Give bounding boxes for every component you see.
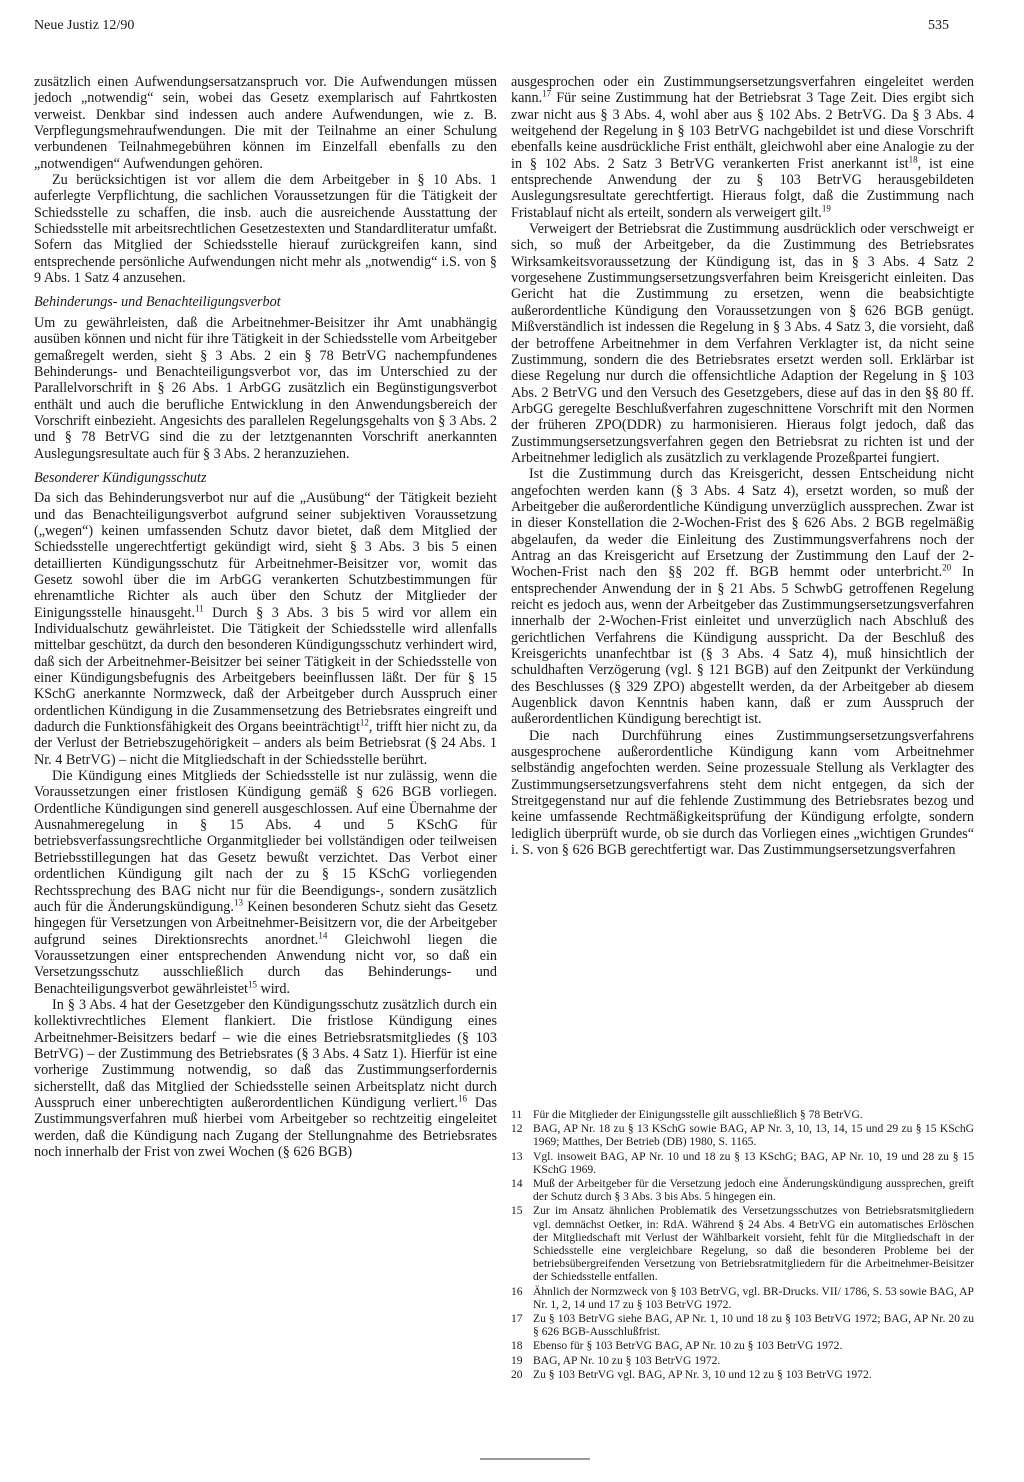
text-run: Das Zustimmungsverfahren muß hierbei vom Arbeitgeber so rechtzeitig eingeleitet werden, daß die Kündigung nach Zugang der Stellungnahme des Betriebsrates noch innerhalb der Frist von zwei Wochen (§ 626 BGB)	[34, 1094, 497, 1160]
text-run: , ist eine entsprechende Anwendung der zu § 103 BetrVG herausgebildeten Auslegungsresultate gerechtfertigt. Hieraus folgt, daß die Zustimmung nach Fristablauf nicht als erteilt, sondern als verweigert gilt.	[511, 155, 974, 221]
footnote-ref: 14	[318, 929, 328, 940]
footnote	[511, 1108, 974, 1121]
right-column	[511, 74, 974, 859]
text-run: , trifft hier nicht zu, da der Verlust der Betriebszugehörigkeit – anders als beim Betriebsrat (§ 24 Abs. 1 Nr. 4 BetrVG) – nicht die Mitgliedschaft in der Schiedsstelle berührt.	[34, 719, 498, 768]
footnote-number: 14	[511, 1177, 523, 1191]
left-column	[34, 74, 497, 1160]
footnote-number: 18	[511, 1339, 523, 1353]
paragraph: Um zu gewährleisten, daß die Arbeitnehmer-Beisitzer ihr Amt unabhängig ausüben können und nicht für ihre Tätigkeit in der Schiedsstelle vom Arbeitgeber gemaßregelt werden, sieht § 3 Abs. 2 ein § 78 BetrVG nachempfundenes Behinderungs- und Benachteiligungsverbot vor, das im Unterschied zu der Parallelvorschrift in § 26 Abs. 1 ArbGG zusätzlich ein Begünstigungsverbot enthält und auch die berufliche Entwicklung in den Anwendungsbereich der Vorschrift einbezieht. Angesichts des parallelen Regelungsgehalts von § 3 Abs. 2 und § 78 BetrVG sind die zu der letztgenannten Vorschrift anerkannten Auslegungsresultate auch für § 3 Abs. 2 heranzuziehen.	[34, 314, 497, 462]
footnote-text: Ähnlich der Normzweck von § 103 BetrVG, vgl. BR-Drucks. VII/ 1786, S. 53 sowie BAG, AP Nr. 1, 2, 14 und 17 zu § 103 BetrVG 1972.	[533, 1284, 974, 1311]
footnote-number: 17	[511, 1312, 523, 1326]
footnote	[511, 1204, 974, 1283]
section-heading: Behinderungs- und Benachteiligungsverbot	[34, 294, 281, 311]
footnote-text: Zu § 103 BetrVG vgl. BAG, AP Nr. 3, 10 und 12 zu § 103 BetrVG 1972.	[533, 1367, 872, 1381]
footnote-text: Zu § 103 BetrVG siehe BAG, AP Nr. 1, 10 und 18 zu § 103 BetrVG 1972; BAG, AP Nr. 20 zu § 626 BGB-Ausschlußfrist.	[533, 1312, 974, 1339]
text-run: Für seine Zustimmung hat der Betriebsrat 3 Tage Zeit. Dies ergibt sich zwar nicht aus § 3 Abs. 4, wohl aber aus § 102 Abs. 2 BetrVG. Da § 3 Abs. 4 weitgehend der Regelung in § 103 BetrVG nachgebildet ist und diese Vorschrift ebenfalls keine ausdrückliche Frist enthält, gleichwohl aber eine Analogie zu der in § 102 Abs. 2 Satz 3 BetrVG verankerten Frist anerkannt ist	[511, 90, 974, 172]
footnote-ref: 13	[233, 897, 243, 908]
text-run: Ist die Zustimmung durch das Kreisgericht, dessen Entscheidung nicht angefochten werden kann (§ 3 Abs. 4 Satz 4), ersetzt worden, so muß der Arbeitgeber die außerordentliche Kündigung unverzüglich aussprechen. Zwar ist in dieser Konstellation die 2-Wochen-Frist des § 626 Abs. 2 BGB regelmäßig abgelaufen, da weder die Einleitung des Zustimmungsverfahrens noch der Antrag an das Kreisgericht auf Ersetzung der Zustimmung den Lauf der 2-Wochen-Frist nach den §§ 202 ff. BGB hemmt oder unterbricht.	[511, 466, 974, 581]
footnote-text: Muß der Arbeitgeber für die Versetzung jedoch eine Änderungskündigung aussprechen, greift der Schutz durch § 3 Abs. 3 bis Abs. 5 hingegen ein.	[533, 1177, 974, 1204]
footnote-ref: 11	[195, 602, 204, 613]
footnotes	[511, 1108, 974, 1382]
footnote-text: BAG, AP Nr. 18 zu § 13 KSchG sowie BAG, AP Nr. 3, 10, 13, 14, 15 und 29 zu § 15 KSchG 1969; Matthes, Der Betrieb (DB) 1980, S. 1165.	[533, 1122, 974, 1149]
footnote-ref: 16	[457, 1093, 467, 1104]
text-run: Gleichwohl liegen die Voraussetzungen einer entsprechenden Anwendung nicht vor, so daß ein Versetzungsschutz ausschließlich durch das Behinderungs- und Benachteiligungsverbot gewährleistet	[34, 931, 497, 997]
text-run: Keinen besonderen Schutz sieht das Gesetz hingegen für Versetzungen von Arbeitnehmer-Beisitzern vor, die der Arbeitgeber aufgrund seines Direktionsrechts anordnet.	[34, 898, 497, 948]
text-run: In § 3 Abs. 4 hat der Gesetzgeber den Kündigungsschutz zusätzlich durch ein kollektivrechtliches Element flankiert. Die fristlose Kündigung eines Arbeitnehmer-Beisitzers bedarf – wie die eines Betriebsratsmitgliedes (§ 103 BetrVG) – der Zustimmung des Betriebsrates (§ 3 Abs. 4 Satz 1). Hierfür ist eine vorherige Zustimmung notwendig, so daß das Zustimmungserfordernis sicherstellt, daß das Mitglied der Schiedsstelle seinen Arbeitsplatz nicht durch Ausspruch einer unberechtigten außerordentlichen Kündigung verliert.	[34, 996, 497, 1111]
footnote-number: 13	[511, 1149, 523, 1163]
text-run: ausgesprochen oder ein Zustimmungsersetzungsverfahren eingeleitet werden kann.	[511, 74, 974, 107]
footnote-ref: 12	[359, 717, 369, 728]
print-mark	[480, 1458, 590, 1460]
footnote	[511, 1339, 974, 1352]
footnote-text: Vgl. insoweit BAG, AP Nr. 10 und 18 zu § 13 KSchG; BAG, AP Nr. 10, 19 und 28 zu § 15 KSchG 1969.	[533, 1149, 974, 1176]
footnote-ref: 19	[821, 203, 831, 214]
footnote-number: 15	[511, 1204, 523, 1218]
paragraph	[34, 490, 497, 768]
footnote-ref: 20	[942, 562, 952, 573]
footnote-number: 19	[511, 1353, 523, 1367]
footnote	[511, 1312, 974, 1338]
footnote-ref: 15	[247, 978, 257, 989]
paragraph: Zu berücksichtigen ist vor allem die dem Arbeitgeber in § 10 Abs. 1 auferlegte Verpflichtung, die sachlichen Voraussetzungen für die Tätigkeit der Schiedsstelle zu schaffen, die insb. auch die ausreichende Ausstattung der Schiedsstelle mit arbeitsrechtlichen Gesetzestexten und Standardliteratur umfaßt. Sofern das Mitglied der Schiedsstelle hierauf zurückgreifen kann, sind entsprechende persönliche Aufwendungen nicht mehr als „notwendig“ i.S. von § 9 Abs. 1 Satz 4 anzusehen.	[34, 172, 497, 287]
footnote-number: 16	[511, 1284, 523, 1298]
footnote-number: 12	[511, 1122, 523, 1136]
footnote	[511, 1177, 974, 1203]
paragraph: Die nach Durchführung eines Zustimmungsersetzungsverfahrens ausgesprochene außerordentliche Kündigung kann vom Arbeitnehmer selbständig angefochten werden. Seine prozessuale Stellung als Verklagter des Zustimmungsersetzungsverfahrens steht dem nicht entgegen, da sich der Streitgegenstand nur auf die fehlende Zustimmung des Betriebsrates bezog und keine umfassende Rechtmäßigkeitsprüfung der Kündigung erfolgte, sondern lediglich überprüft wurde, ob sie durch das Vorliegen eines „wichtigen Grundes“ i. S. von § 626 BGB gerechtfertigt war. Das Zustimmungsersetzungsverfahren	[511, 727, 974, 859]
footnote-text: Für die Mitglieder der Einigungsstelle gilt ausschließlich § 78 BetrVG.	[533, 1108, 863, 1121]
page-number: 535	[928, 18, 949, 33]
paragraph	[34, 997, 497, 1160]
footnote-text: Zur im Ansatz ähnlichen Problematik des Versetzungsschutzes von Betriebsratsmitgliedern vgl. demnächst Oetker, in: RdA. Während § 24 Abs. 4 BetrVG ein automatisches Erlöschen der Mitgliedschaft mit Verlust der Wählbarkeit vorsieht, fehlt für die Mitgliedschaft in der Schiedsstelle eine vergleichbare Regelung, so daß die besonderen Probleme bei der betriebsübergreifenden Versetzung von Betriebsratmitgliedern für die Arbeitnehmer-Beisitzer der Schiedsstelle entfallen.	[533, 1204, 974, 1284]
paragraph: Verweigert der Betriebsrat die Zustimmung ausdrücklich oder verschweigt er sich, so muß der Arbeitgeber, da die Zustimmung des Betriebsrates Wirksamkeitsvoraussetzung der Kündigung ist, das in § 3 Abs. 4 Satz 2 vorgesehene Zustimmungsersetzungsverfahren beim Kreisgericht einleiten. Das Gericht hat die Zustimmung zu ersetzen, wenn die beabsichtigte außerordentliche Kündigung den Voraussetzungen von § 626 BGB genügt. Mißverständlich ist indessen die Regelung in § 3 Abs. 4 Satz 3, die vorsieht, daß der betroffene Arbeitnehmer in dem Verfahren Verklagter ist, da nicht seine Zustimmung, sondern die des Betriebsrates ersetzt werden soll. Erklärbar ist diese Regelung nur durch die offensichtliche Adaption der Regelung in § 103 Abs. 2 BetrVG und den Versuch des Gesetzgebers, diese auf das in den §§ 80 ff. ArbGG geregelte Beschlußverfahren zugeschnittene Vorschrift mit den Normen der früheren ZPO(DDR) zu harmonisieren. Hieraus folgt jedoch, daß das Zustimmungsersetzungsverfahren gegen den Betriebsrat zu richten ist und der Arbeitnehmer lediglich als zusätzlich zu verklagende Prozeßpartei fungiert.	[511, 221, 974, 466]
text-run: Die Kündigung eines Mitglieds der Schiedsstelle ist nur zulässig, wenn die Voraussetzungen einer fristlosen Kündigung gemäß § 626 BGB vorliegen. Ordentliche Kündigungen sind generell ausgeschlossen. Auf eine Übernahme der Ausnahmeregelung in § 15 Abs. 4 und 5 KSchG für betriebsverfassungsrechtliche Organmitglieder bei vollständigen oder teilweisen Betriebsstillegungen hat das Gesetz bewußt verzichtet. Das Verbot einer ordentlichen Kündigung gilt nach der zu § 15 KSchG vorliegenden Rechtssprechung des BAG nicht nur für die Beendigungs-, sondern zusätzlich auch für die Änderungskündigung.	[34, 768, 497, 915]
footnote-text: Ebenso für § 103 BetrVG BAG, AP Nr. 10 zu § 103 BetrVG 1972.	[533, 1339, 843, 1353]
paragraph	[511, 466, 974, 728]
journal-header: Neue Justiz 12/90	[34, 18, 135, 33]
paragraph	[511, 74, 974, 221]
text-run: Durch § 3 Abs. 3 bis 5 wird vor allem ein Individualschutz gewährleistet. Die Tätigkeit der Schiedsstelle wird allenfalls mittelbar geschützt, da durch den besonderen Kündigungsschutz verhindert wird, daß sich der Arbeitnehmer-Beisitzer bei seiner Tätigkeit in der Schiedsstelle von einer Kündigungsbefugnis des Arbeitgebers beeinflussen läßt. Der für § 15 KSchG anerkannte Normzweck, daß der Arbeitgeber durch Ausspruch einer ordentlichen Kündigung in die Zusammensetzung des Betriebsrates eingreift und dadurch die Funktionsfähigkeit des Organs beeinträchtigt	[34, 604, 497, 736]
footnote-number: 11	[511, 1108, 523, 1121]
footnote-text: BAG, AP Nr. 10 zu § 103 BetrVG 1972.	[533, 1353, 721, 1367]
footnote-number: 20	[511, 1367, 523, 1381]
text-run: wird.	[256, 980, 291, 997]
footnote	[511, 1150, 974, 1176]
paragraph: zusätzlich einen Aufwendungsersatzanspruch vor. Die Aufwendungen müssen jedoch „notwendig“ sein, wobei das Gesetz exemplarisch auf Fahrtkosten verweist. Denkbar sind indessen auch andere Aufwendungen, wie z. B. Verpflegungsmehraufwendungen. Die mit der Teilnahme an einer Schulung verbundenen Teilnahmegebühren können im Einzelfall ebenfalls zu den „notwendigen“ Aufwendungen gehören.	[34, 74, 497, 172]
footnote	[511, 1122, 974, 1148]
text-run: In entsprechender Anwendung der in § 21 Abs. 5 SchwbG getroffenen Regelung reicht es jedoch aus, wenn der Arbeitgeber das Zustimmungsersetzungsverfahren innerhalb der 2-Wochen-Frist einleitet und unverzüglich nach Abschluß des gerichtlichen Verfahrens die Kündigung ausspricht. Da der Beschluß des Kreisgerichts unanfechtbar ist (§ 3 Abs. 4 Satz 4), muß hinsichtlich der schuldhaften Verzögerung (vgl. § 121 BGB) auf den Zeitpunkt der Verkündung des Beschlusses (§ 329 ZPO) abgestellt werden, da der Arbeitgeber ab diesem Augenblick davon Kenntnis haben kann, daß er zum Ausspruch der außerordentlichen Kündigung berechtigt ist.	[511, 564, 974, 728]
footnote-ref: 17	[542, 88, 552, 99]
paragraph	[34, 768, 497, 997]
footnote	[511, 1354, 974, 1367]
text-run: Da sich das Behinderungsverbot nur auf die „Ausübung“ der Tätigkeit bezieht und das Benachteiligungsverbot aufgrund seiner subjektiven Voraussetzung („wegen“) keinen umfassenden Schutz davor bietet, daß dem Mitglied der Schiedsstelle ungerechtfertigt gekündigt wird, sieht § 3 Abs. 3 bis 5 einen detaillierten Kündigungsschutz für Arbeitnehmer-Beisitzer vor, womit das Gesetz sowohl über die im ArbGG verankerten Schutzbestimmungen für ehrenamtliche Richter als auch über den Schutz der Mitglieder der Einigungsstelle hinausgeht.	[34, 490, 497, 621]
footnote	[511, 1285, 974, 1311]
section-heading: Besonderer Kündigungsschutz	[34, 469, 207, 486]
footnote	[511, 1368, 974, 1381]
footnote-ref: 18	[908, 153, 918, 164]
